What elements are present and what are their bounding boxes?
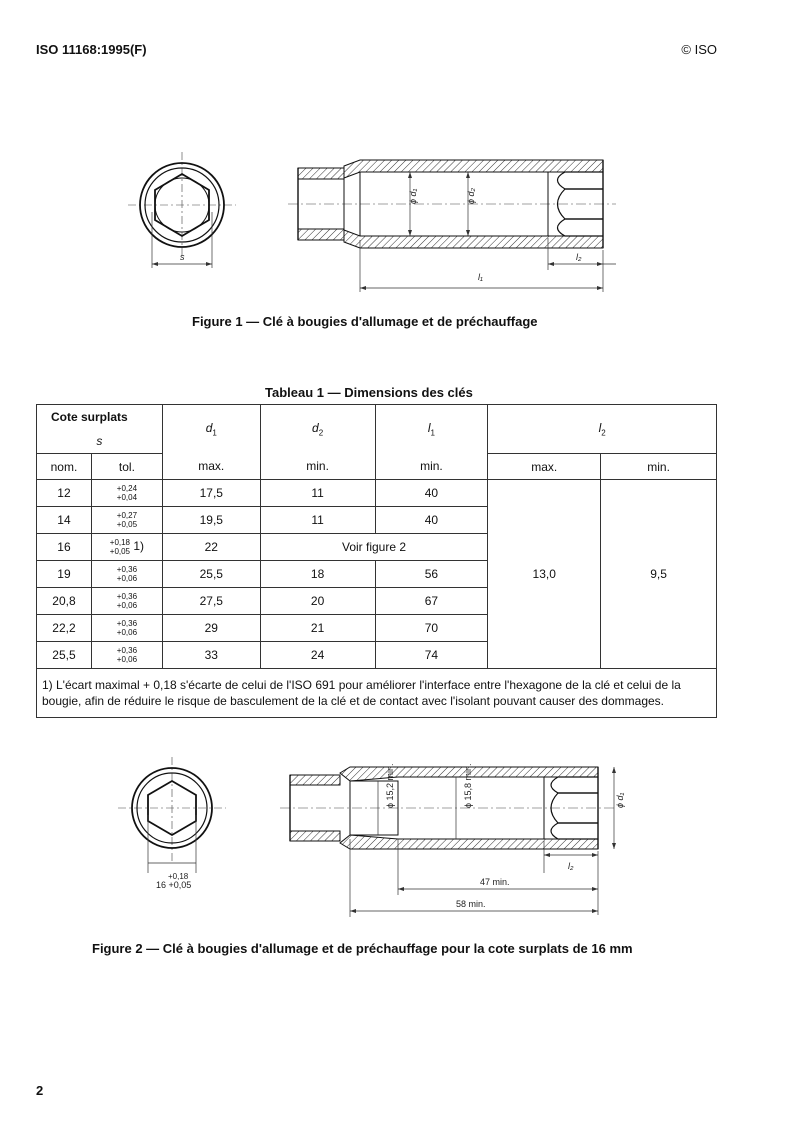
- fig1-l2-label: l₂: [576, 252, 582, 262]
- header-l1: $l_1$: [375, 405, 488, 454]
- figure2-caption: Figure 2 — Clé à bougies d'allumage et de préchauffage pour la cote surplats de 16 mm: [92, 941, 633, 956]
- fig1-side-view: [288, 160, 616, 292]
- fig2-hex-nom-tol: 16 +0,05: [156, 880, 192, 890]
- fig1-end-view: [128, 152, 236, 268]
- header-nom: nom.: [37, 454, 92, 480]
- table-row: 16 +0,18 +0,05 1) 22 Voir figure 2: [37, 534, 717, 561]
- fig2-end-view: [118, 757, 226, 890]
- figure2-drawing: [0, 755, 793, 935]
- fig2-d1-label: ϕ d₁: [615, 792, 625, 808]
- header-d1: $d_1$: [162, 405, 260, 454]
- header-l2-min: min.: [601, 454, 717, 480]
- fig1-d1-label: ϕ d₁: [408, 188, 418, 204]
- l2-max-value: 13,0: [488, 480, 601, 669]
- fig2-len47-label: 47 min.: [480, 877, 510, 887]
- table-row: 20,8 +0,36 +0,06 27,5 20 67: [37, 588, 717, 615]
- fig2-d152-label: ϕ 15,2 min.: [385, 763, 395, 808]
- fig2-hex-tol-up: +0,18: [168, 872, 189, 881]
- header-l1-min: min.: [375, 454, 488, 480]
- l2-min-value: 9,5: [601, 480, 717, 669]
- fig1-s-label: s: [180, 252, 185, 262]
- fig1-d2-label: ϕ d₂: [466, 188, 476, 204]
- table-row: 22,2 +0,36 +0,06 29 21 70: [37, 615, 717, 642]
- figure1-drawing: [0, 0, 793, 310]
- header-d2-min: min.: [260, 454, 375, 480]
- standard-id: ISO 11168:1995(F): [36, 42, 147, 57]
- table-footnote: 1) L'écart maximal + 0,18 s'écarte de celui de l'ISO 691 pour améliorer l'interface entre l'hexagone de la clé et celui de la bougie, afin de réduire le risque de basculement de la clé et de contact avec l'isolant pouvant causer des dommages.: [37, 669, 717, 718]
- header-d2: $d_2$: [260, 405, 375, 454]
- header-tol: tol.: [91, 454, 162, 480]
- fig2-l2-label: l₂: [568, 861, 574, 871]
- fig2-d158-label: ϕ 15,8 min.: [463, 763, 473, 808]
- fig1-l1-label: l₁: [478, 272, 483, 282]
- header-d1-max: max.: [162, 454, 260, 480]
- fig2-side-view: [280, 763, 625, 917]
- header-l2-max: max.: [488, 454, 601, 480]
- table-row: 12 +0,24 +0,04 17,5 11 40 13,0 9,5: [37, 480, 717, 507]
- table-row: 25,5 +0,36 +0,06 33 24 74: [37, 642, 717, 669]
- fig2-len58-label: 58 min.: [456, 899, 486, 909]
- copyright: © ISO: [681, 42, 717, 57]
- dimensions-table: [36, 404, 717, 718]
- header-s: s: [37, 429, 163, 454]
- header-l2: $l_2$: [488, 405, 717, 454]
- figure1-caption: Figure 1 — Clé à bougies d'allumage et de préchauffage: [192, 314, 538, 329]
- table-title: Tableau 1 — Dimensions des clés: [265, 385, 473, 400]
- table-row: 19 +0,36 +0,06 25,5 18 56: [37, 561, 717, 588]
- header-cote-surplats: Cote surplats: [37, 405, 163, 430]
- page-number: 2: [36, 1083, 44, 1098]
- table-row: 14 +0,27 +0,05 19,5 11 40: [37, 507, 717, 534]
